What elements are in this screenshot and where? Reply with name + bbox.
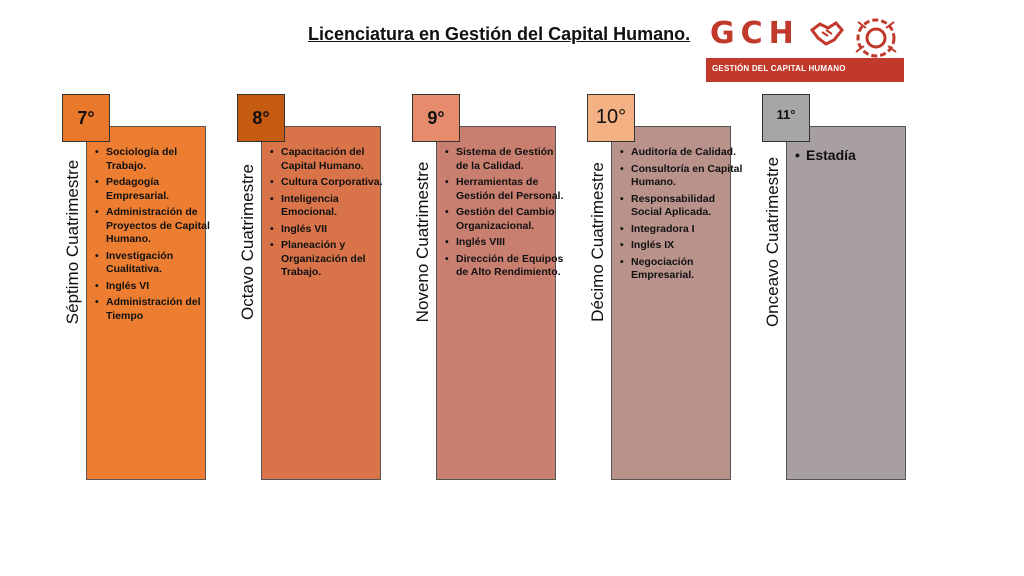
list-item: • Sistema de Gestión de la Calidad. <box>456 146 568 173</box>
term-badge: 7° <box>62 94 110 142</box>
list-item: • Auditoría de Calidad. <box>631 146 743 160</box>
logo-letters: GCH <box>710 16 800 51</box>
course-list <box>444 146 568 283</box>
term-label: Décimo Cuatrimestre <box>588 162 607 322</box>
list-item: • Estadía <box>806 146 918 164</box>
list-item: • Inteligencia Emocional. <box>281 193 393 220</box>
list-item: • Pedagogía Empresarial. <box>106 176 218 203</box>
logo-band <box>706 58 904 82</box>
term-label: Séptimo Cuatrimestre <box>63 159 82 325</box>
list-item: • Herramientas de Gestión del Personal. <box>456 176 568 203</box>
list-item: • Inglés IX <box>631 239 743 253</box>
column-onceavo <box>762 94 914 486</box>
gch-logo <box>706 16 904 82</box>
column-decimo <box>587 94 743 486</box>
list-item: • Administración del Tiempo <box>106 296 218 323</box>
course-list <box>269 146 393 283</box>
column-septimo <box>62 94 214 486</box>
list-item: • Inglés VIII <box>456 236 568 250</box>
page-title: Licenciatura en Gestión del Capital Humano. <box>308 24 691 44</box>
list-item: • Dirección de Equipos de Alto Rendimiento. <box>456 253 568 280</box>
list-item: • Sociología del Trabajo. <box>106 146 218 173</box>
list-item: • Planeación y Organización del Trabajo. <box>281 239 393 280</box>
course-panel <box>786 126 906 480</box>
term-badge: 9° <box>412 94 460 142</box>
term-label: Octavo Cuatrimestre <box>238 164 257 320</box>
course-list <box>94 146 218 326</box>
list-item: • Gestión del Cambio Organizacional. <box>456 206 568 233</box>
list-item: • Consultoría en Capital Humano. <box>631 163 743 190</box>
handshake-icon <box>810 18 844 48</box>
course-list <box>794 146 918 167</box>
term-label: Noveno Cuatrimestre <box>413 161 432 323</box>
list-item: • Investigación Cualitativa. <box>106 250 218 277</box>
term-badge: 10° <box>587 94 635 142</box>
term-badge: 8° <box>237 94 285 142</box>
list-item: • Responsabilidad Social Aplicada. <box>631 193 743 220</box>
term-label: Onceavo Cuatrimestre <box>763 156 782 328</box>
list-item: • Cultura Corporativa. <box>281 176 393 190</box>
course-list <box>619 146 743 286</box>
column-noveno <box>412 94 564 486</box>
list-item: • Capacitación del Capital Humano. <box>281 146 393 173</box>
list-item: • Inglés VII <box>281 223 393 237</box>
term-badge: 11° <box>762 94 810 142</box>
list-item: • Administración de Proyectos de Capital Humano. <box>106 206 218 247</box>
list-item: • Inglés VI <box>106 280 218 294</box>
list-item: • Integradora I <box>631 223 743 237</box>
logo-subtitle: GESTIÓN DEL CAPITAL HUMANO <box>712 64 846 73</box>
list-item: • Negociación Empresarial. <box>631 256 743 283</box>
emblem-icon <box>848 16 904 60</box>
column-octavo <box>237 94 389 486</box>
